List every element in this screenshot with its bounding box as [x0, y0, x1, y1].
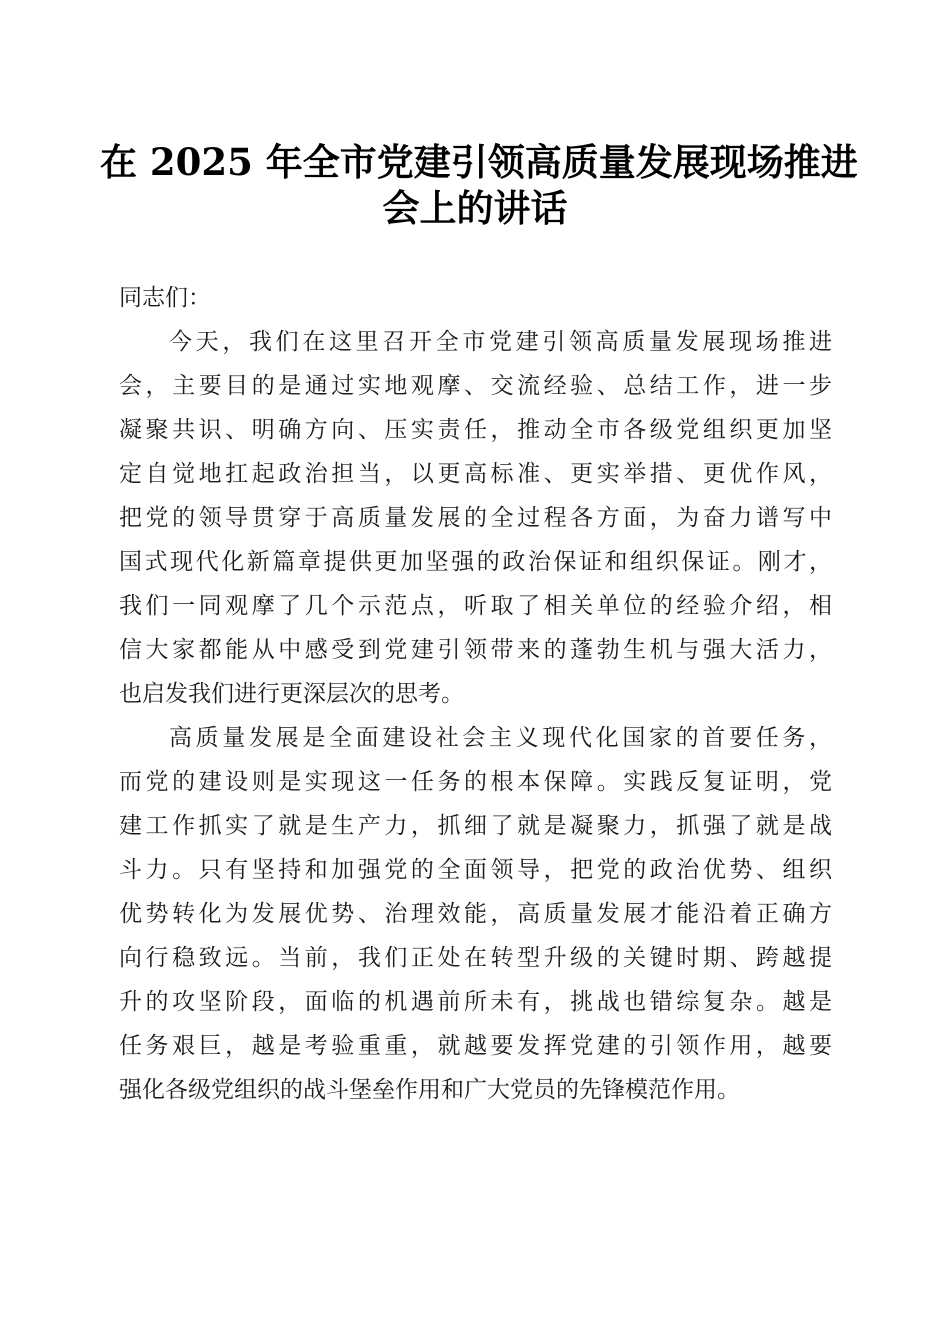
- paragraph-1: [119, 320, 832, 716]
- document-title-line-1: 在 2025 年全市党建引领高质量发展现场推进: [100, 140, 858, 184]
- paragraph-line: 今天，我们在这里召开全市党建引领高质量发展现场推进: [169, 329, 832, 355]
- paragraph-line: 凝聚共识、明确方向、压实责任，推动全市各级党组织更加坚: [119, 417, 832, 443]
- paragraph-line: 国式现代化新篇章提供更加坚强的政治保证和组织保证。刚才，: [119, 549, 832, 575]
- paragraph-line: 而党的建设则是实现这一任务的根本保障。实践反复证明，党: [119, 769, 832, 795]
- paragraph-line: 优势转化为发展优势、治理效能，高质量发展才能沿着正确方: [119, 901, 832, 927]
- paragraph-line: 会，主要目的是通过实地观摩、交流经验、总结工作，进一步: [119, 373, 832, 399]
- paragraph-line: 斗力。只有坚持和加强党的全面领导，把党的政治优势、组织: [119, 857, 832, 883]
- paragraph-2: [119, 716, 832, 1112]
- paragraph-line: 信大家都能从中感受到党建引领带来的蓬勃生机与强大活力，: [119, 637, 832, 663]
- salutation: 同志们：: [119, 285, 211, 311]
- paragraph-line: 把党的领导贯穿于高质量发展的全过程各方面，为奋力谱写中: [119, 505, 832, 531]
- paragraph-line: 向行稳致远。当前，我们正处在转型升级的关键时期、跨越提: [119, 945, 832, 971]
- paragraph-line: 强化各级党组织的战斗堡垒作用和广大党员的先锋模范作用。: [119, 1077, 740, 1103]
- paragraph-line: 任务艰巨，越是考验重重，就越要发挥党建的引领作用，越要: [119, 1033, 832, 1059]
- paragraph-line: 我们一同观摩了几个示范点，听取了相关单位的经验介绍，相: [119, 593, 832, 619]
- paragraph-line: 高质量发展是全面建设社会主义现代化国家的首要任务，: [169, 725, 832, 751]
- paragraph-line: 建工作抓实了就是生产力，抓细了就是凝聚力，抓强了就是战: [119, 813, 832, 839]
- paragraph-line: 定自觉地扛起政治担当，以更高标准、更实举措、更优作风，: [119, 461, 832, 487]
- paragraph-line: 升的攻坚阶段，面临的机遇前所未有，挑战也错综复杂。越是: [119, 989, 832, 1015]
- document-title-line-2: 会上的讲话: [382, 186, 568, 230]
- paragraph-line: 也启发我们进行更深层次的思考。: [119, 681, 464, 707]
